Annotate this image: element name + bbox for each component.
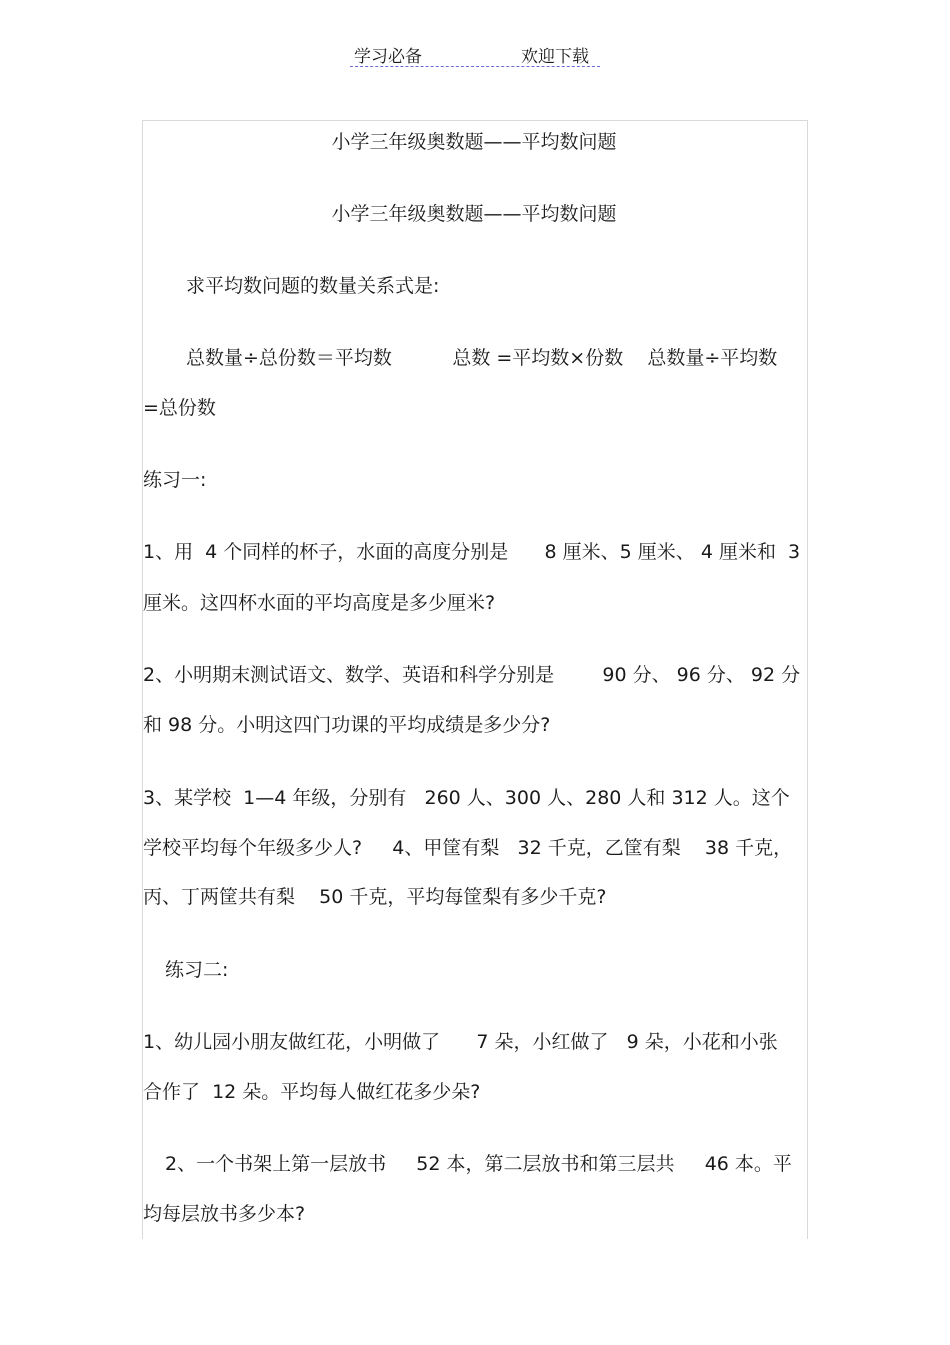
exercise-2-heading: 练习二: <box>165 959 229 981</box>
document-subtitle: 小学三年级奥数题——平均数问题 <box>331 203 617 225</box>
document-title: 小学三年级奥数题——平均数问题 <box>331 131 617 153</box>
intro-text: 求平均数问题的数量关系式是: <box>186 275 440 297</box>
ex1-question-2-line-2: 和 98 分。小明这四门功课的平均成绩是多少分? <box>143 714 551 736</box>
header-left-text: 学习必备 <box>354 47 422 67</box>
ex1-question-1-line-1: 1、用 4 个同样的杯子，水面的高度分别是 8 厘米、5 厘米、 4 厘米和 3 <box>143 541 801 563</box>
ex2-question-1-line-1: 1、幼儿园小朋友做红花，小明做了 7 朵，小红做了 9 朵，小花和小张 <box>143 1031 778 1053</box>
ex1-question-2-line-1: 2、小明期末测试语文、数学、英语和科学分别是 90 分、 96 分、 92 分 <box>143 664 801 686</box>
exercise-1-heading: 练习一: <box>143 469 207 491</box>
ex2-question-2-line-1: 2、一个书架上第一层放书 52 本，第二层放书和第三层共 46 本。平 <box>165 1153 792 1175</box>
ex1-question-1-line-2: 厘米。这四杯水面的平均高度是多少厘米? <box>143 592 496 614</box>
ex1-question-3-line-1: 3、某学校 1—4 年级，分别有 260 人、300 人、280 人和 312 人。这个 <box>143 787 790 809</box>
ex1-question-3-line-3: 丙、丁两筐共有梨 50 千克，平均每筐梨有多少千克? <box>143 886 607 908</box>
formula-line-2: =总份数 <box>143 397 216 419</box>
page-header <box>350 40 600 67</box>
formula-line-1: 总数量÷总份数＝平均数 总数 =平均数×份数 总数量÷平均数 <box>186 347 778 369</box>
ex2-question-1-line-2: 合作了 12 朵。平均每人做红花多少朵? <box>143 1081 481 1103</box>
header-right-text: 欢迎下载 <box>521 47 589 67</box>
ex2-question-2-line-2: 均每层放书多少本? <box>143 1203 306 1225</box>
ex1-question-3-line-2: 学校平均每个年级多少人? 4、甲筐有梨 32 千克，乙筐有梨 38 千克， <box>143 837 793 859</box>
